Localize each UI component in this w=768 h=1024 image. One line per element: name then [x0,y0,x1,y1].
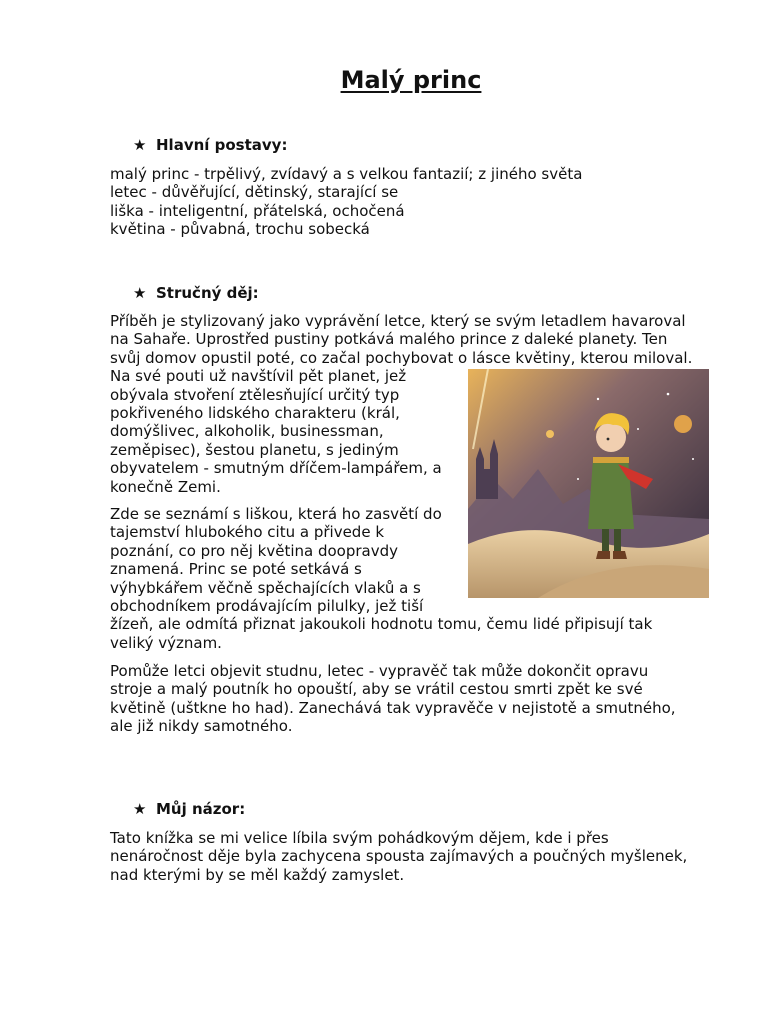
text-line: Pomůže letci objevit studnu, letec - vypravěč tak může dokončit opravu [110,662,649,680]
text-line: květině (uštkne ho had). Zanechává tak vypravěče v nejistotě a smutného, [110,698,676,717]
section-heading-label: Hlavní postavy: [156,136,288,154]
star [577,478,579,480]
text-line: konečně Zemi. [110,477,221,496]
text-line: ale již nikdy samotného. [110,717,293,736]
illustration-svg [468,369,709,598]
section-heading-plot [133,284,259,302]
list-item: malý princ - trpělivý, zvídavý a s velkou fantazií; z jiného světa [110,165,583,183]
star-icon: ★ [133,800,147,818]
text-line: domýšlivec, alkoholik, businessman, [110,422,384,441]
list-item: letec - důvěřující, dětinský, starající se [110,183,399,202]
list-item: liška - inteligentní, přátelská, ochočená [110,201,405,220]
star [667,393,670,396]
list-item: květina - půvabná, trochu sobecká [110,220,370,239]
section-heading-label: Můj názor: [156,800,246,818]
text-line: žízeň, ale odmítá přiznat jakoukoli hodnotu tomu, čemu lidé připisují tak [110,615,653,634]
document-title: Malý princ [340,66,482,94]
text-line: obchodníkem prodávajícím pilulky, jež tiší [110,597,424,616]
opinion-paragraph [110,829,710,884]
star [597,398,599,400]
star-icon: ★ [133,284,147,302]
text-line: tajemství hlubokého citu a přivede k [110,523,384,542]
text-line: Zde se seznámí s liškou, která ho zasvětí do [110,505,442,523]
section-heading-characters [133,136,287,154]
planet [674,415,692,433]
text-line: nad kterými by se měl každý zamyslet. [110,865,405,884]
text-line: svůj domov opustil poté, co začal pochybovat o lásce květiny, kterou miloval. [110,348,693,367]
text-line: znamená. Princ se poté setkává s [110,560,362,579]
little-prince-illustration [468,369,709,598]
section-heading-opinion [133,800,245,818]
text-line: zeměpisec), šestou planetu, s jediným [110,440,399,459]
star [692,458,694,460]
text-line: veliký význam. [110,633,222,652]
planet [546,430,554,438]
text-line: obyvatelem - smutným dříčem-lampářem, a [110,459,442,478]
text-line: pokřiveného lidského charakteru (král, [110,404,400,423]
star [637,428,639,430]
plot-paragraph-3 [110,662,710,736]
star-icon: ★ [133,136,147,154]
text-line: Příběh je stylizovaný jako vyprávění letce, který se svým letadlem havaroval [110,312,686,330]
text-line: Tato knížka se mi velice líbila svým pohádkovým dějem, kde i přes [110,829,609,847]
text-line: poznání, co pro něj květina doopravdy [110,541,398,560]
text-line: Na své pouti už navštívil pět planet, jež [110,367,407,386]
section-heading-label: Stručný děj: [156,284,259,302]
text-line: na Sahaře. Uprostřed pustiny potkává malého prince z daleké planety. Ten [110,330,668,349]
text-line: obývala stvoření ztělesňující určitý typ [110,385,400,404]
characters-list [110,165,582,239]
text-line: nenáročnost děje byla zachycena spousta zajímavých a poučných myšlenek, [110,847,688,866]
text-line: stroje a malý poutník ho opouští, aby se vrátil cestou smrti zpět ke své [110,680,643,699]
text-line: výhybkářem věčně spěchajících vlaků a s [110,578,421,597]
